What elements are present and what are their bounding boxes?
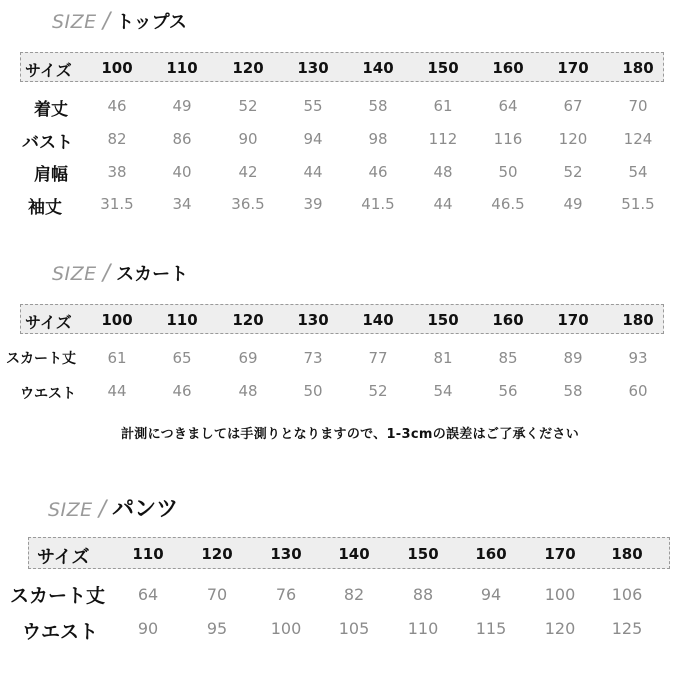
pants-cell: 76: [275, 585, 297, 604]
pants-size-160: 160: [475, 545, 507, 563]
tops-row-label: 肩幅: [34, 165, 68, 185]
skirt-cell: 89: [563, 349, 583, 367]
skirt-cell: 93: [628, 349, 648, 367]
skirt-slash: /: [102, 261, 111, 286]
tops-cell: 82: [107, 130, 127, 148]
pants-slash: /: [98, 497, 107, 522]
tops-row-label: 着丈: [34, 100, 68, 120]
skirt-size-150: 150: [427, 311, 459, 329]
tops-row-label: バスト: [22, 133, 73, 153]
pants-size-word: SIZE: [48, 499, 93, 521]
tops-cell: 94: [303, 130, 323, 148]
tops-cell: 48: [433, 163, 453, 181]
pants-cell: 100: [544, 585, 576, 604]
pants-cell: 95: [206, 619, 228, 638]
tops-cell: 36.5: [231, 195, 265, 213]
tops-size-120: 120: [232, 59, 264, 77]
tops-size-160: 160: [492, 59, 524, 77]
tops-size-100: 100: [101, 59, 133, 77]
skirt-cell: 58: [563, 382, 583, 400]
tops-cell: 50: [498, 163, 518, 181]
pants-title: パンツ: [112, 497, 179, 522]
pants-header-label: サイズ: [37, 547, 90, 568]
tops-cell: 40: [172, 163, 192, 181]
tops-cell: 34: [172, 195, 192, 213]
skirt-cell: 44: [107, 382, 127, 400]
pants-size-180: 180: [611, 545, 643, 563]
tops-cell: 46: [107, 97, 127, 115]
skirt-size-100: 100: [101, 311, 133, 329]
skirt-cell: 77: [368, 349, 388, 367]
skirt-size-130: 130: [297, 311, 329, 329]
tops-size-180: 180: [622, 59, 654, 77]
skirt-row-label: ウエスト: [20, 386, 76, 402]
skirt-cell: 48: [238, 382, 258, 400]
skirt-size-140: 140: [362, 311, 394, 329]
skirt-size-110: 110: [166, 311, 198, 329]
skirt-size-160: 160: [492, 311, 524, 329]
tops-size-130: 130: [297, 59, 329, 77]
skirt-cell: 85: [498, 349, 518, 367]
tops-cell: 61: [433, 97, 453, 115]
tops-row-label: 袖丈: [28, 198, 62, 218]
pants-size-110: 110: [132, 545, 164, 563]
pants-cell: 120: [544, 619, 576, 638]
skirt-size-180: 180: [622, 311, 654, 329]
pants-cell: 64: [137, 585, 159, 604]
tops-title: トップス: [116, 12, 187, 33]
skirt-cell: 56: [498, 382, 518, 400]
skirt-cell: 50: [303, 382, 323, 400]
skirt-cell: 52: [368, 382, 388, 400]
tops-cell: 90: [238, 130, 258, 148]
pants-cell: 90: [137, 619, 159, 638]
skirt-cell: 60: [628, 382, 648, 400]
tops-header-label: サイズ: [25, 61, 72, 80]
tops-cell: 67: [563, 97, 583, 115]
pants-section-title: [48, 492, 178, 523]
pants-cell: 88: [412, 585, 434, 604]
tops-cell: 44: [303, 163, 323, 181]
skirt-size-120: 120: [232, 311, 264, 329]
tops-cell: 46.5: [491, 195, 525, 213]
tops-size-110: 110: [166, 59, 198, 77]
tops-cell: 42: [238, 163, 258, 181]
tops-cell: 31.5: [100, 195, 134, 213]
tops-cell: 52: [238, 97, 258, 115]
skirt-section-title: [52, 260, 188, 286]
tops-cell: 55: [303, 97, 323, 115]
tops-cell: 54: [628, 163, 648, 181]
tops-cell: 41.5: [361, 195, 395, 213]
tops-cell: 58: [368, 97, 388, 115]
tops-cell: 112: [428, 130, 458, 148]
tops-cell: 38: [107, 163, 127, 181]
tops-cell: 70: [628, 97, 648, 115]
tops-cell: 51.5: [621, 195, 655, 213]
pants-cell: 125: [611, 619, 643, 638]
pants-row-label: スカート丈: [10, 585, 106, 607]
tops-cell: 86: [172, 130, 192, 148]
tops-cell: 44: [433, 195, 453, 213]
tops-section-title: [52, 8, 187, 34]
skirt-cell: 65: [172, 349, 192, 367]
skirt-title: スカート: [116, 264, 189, 285]
tops-slash: /: [102, 9, 111, 34]
skirt-cell: 46: [172, 382, 192, 400]
pants-cell: 82: [343, 585, 365, 604]
pants-size-130: 130: [270, 545, 302, 563]
skirt-cell: 73: [303, 349, 323, 367]
pants-size-120: 120: [201, 545, 233, 563]
skirt-size-170: 170: [557, 311, 589, 329]
tops-cell: 49: [172, 97, 192, 115]
tops-cell: 46: [368, 163, 388, 181]
tops-size-170: 170: [557, 59, 589, 77]
pants-size-150: 150: [407, 545, 439, 563]
tops-cell: 49: [563, 195, 583, 213]
tops-size-150: 150: [427, 59, 459, 77]
skirt-cell: 61: [107, 349, 127, 367]
tops-cell: 116: [493, 130, 523, 148]
skirt-header-label: サイズ: [25, 313, 72, 332]
tops-cell: 124: [623, 130, 653, 148]
pants-size-140: 140: [338, 545, 370, 563]
pants-row-label: ウエスト: [22, 621, 99, 643]
skirt-cell: 81: [433, 349, 453, 367]
skirt-size-word: SIZE: [52, 263, 97, 285]
tops-cell: 120: [558, 130, 588, 148]
skirt-row-label: スカート丈: [6, 351, 76, 367]
pants-cell: 106: [611, 585, 643, 604]
pants-cell: 115: [475, 619, 507, 638]
pants-cell: 110: [407, 619, 439, 638]
tops-size-140: 140: [362, 59, 394, 77]
pants-cell: 100: [270, 619, 302, 638]
pants-cell: 94: [480, 585, 502, 604]
pants-cell: 70: [206, 585, 228, 604]
skirt-cell: 69: [238, 349, 258, 367]
tops-cell: 52: [563, 163, 583, 181]
pants-cell: 105: [338, 619, 370, 638]
pants-size-170: 170: [544, 545, 576, 563]
skirt-cell: 54: [433, 382, 453, 400]
tops-cell: 98: [368, 130, 388, 148]
tops-size-word: SIZE: [52, 11, 97, 33]
tops-cell: 39: [303, 195, 323, 213]
tops-cell: 64: [498, 97, 518, 115]
measurement-note: 計測につきましては手測りとなりますので、1-3cmの誤差はご了承ください: [120, 427, 580, 442]
